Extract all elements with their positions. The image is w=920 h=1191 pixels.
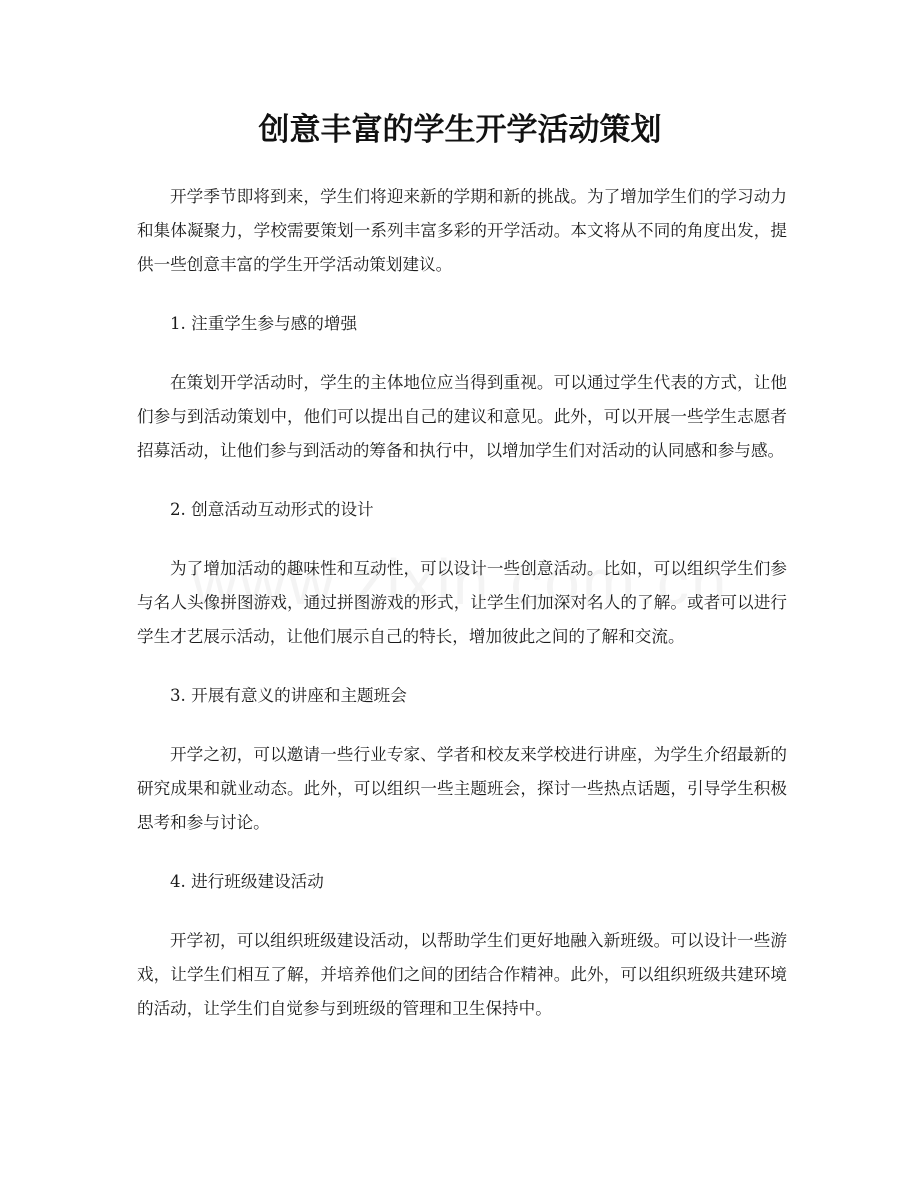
document-title: 创意丰富的学生开学活动策划: [258, 112, 662, 148]
section-2-body: 为了增加活动的趣味性和互动性，可以设计一些创意活动。比如，可以组织学生们参与名人头像拼图游戏，通过拼图游戏的形式，让学生们加深对名人的了解。或者可以进行学生才艺展示活动，让他们展示自己的特长，增加彼此之间的了解和交流。: [137, 559, 787, 646]
section-1-body: 在策划开学活动时，学生的主体地位应当得到重视。可以通过学生代表的方式，让他们参与到活动策划中，他们可以提出自己的建议和意见。此外，可以开展一些学生志愿者招募活动，让他们参与到活动的筹备和执行中，以增加学生们对活动的认同感和参与感。: [137, 373, 787, 460]
intro-paragraph: 开学季节即将到来，学生们将迎来新的学期和新的挑战。为了增加学生们的学习动力和集体凝聚力，学校需要策划一系列丰富多彩的开学活动。本文将从不同的角度出发，提供一些创意丰富的学生开学活动策划建议。: [137, 187, 787, 274]
section-4-heading: 4. 进行班级建设活动: [170, 872, 324, 891]
document-body: [137, 180, 787, 1051]
section-3-body: 开学之初，可以邀请一些行业专家、学者和校友来学校进行讲座，为学生介绍最新的研究成果和就业动态。此外，可以组织一些主题班会，探讨一些热点话题，引导学生积极思考和参与讨论。: [137, 745, 787, 832]
section-3-heading: 3. 开展有意义的讲座和主题班会: [170, 686, 407, 705]
section-2-heading: 2. 创意活动互动形式的设计: [170, 500, 374, 519]
section-1-heading: 1. 注重学生参与感的增强: [170, 314, 358, 333]
section-4-body: 开学初，可以组织班级建设活动，以帮助学生们更好地融入新班级。可以设计一些游戏，让学生们相互了解，并培养他们之间的团结合作精神。此外，可以组织班级共建环境的活动，让学生们自觉参与到班级的管理和卫生保持中。: [137, 931, 787, 1018]
